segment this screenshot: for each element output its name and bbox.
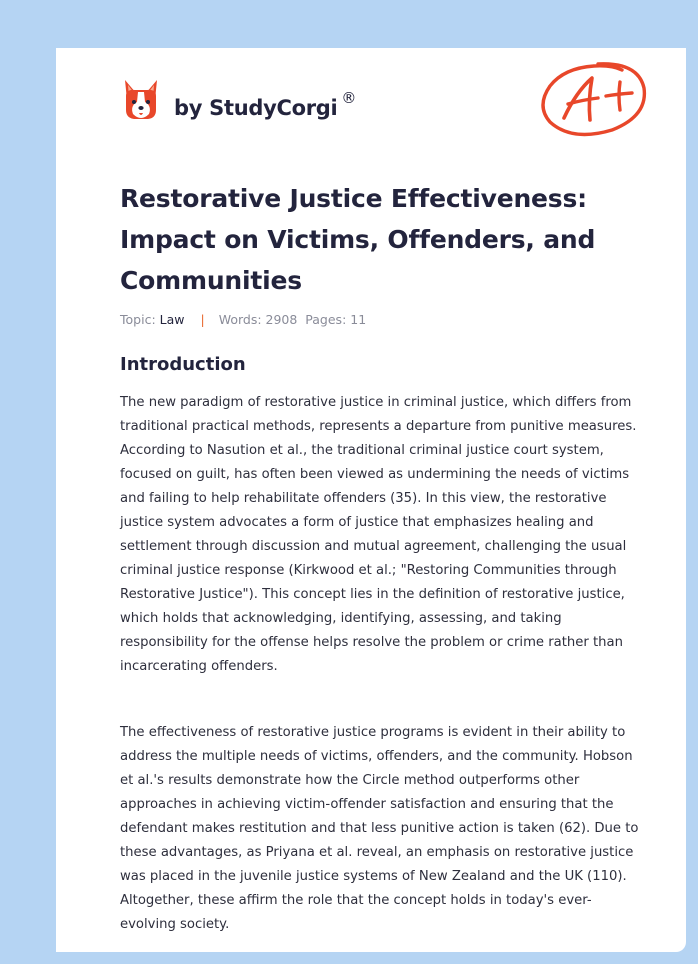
studycorgi-logo[interactable] (121, 75, 356, 123)
corgi-icon (121, 76, 161, 122)
meta-separator: | (200, 312, 205, 327)
pages-label: Pages: (305, 312, 347, 327)
a-plus-grade-icon (538, 58, 650, 140)
section-heading-introduction: Introduction (120, 354, 246, 375)
registered-mark: ® (341, 88, 357, 107)
topic-value[interactable]: Law (159, 312, 185, 327)
document-page (56, 48, 686, 952)
words-value: 2908 (265, 312, 298, 327)
article-meta (120, 312, 366, 327)
topic-label: Topic: (120, 312, 156, 327)
paragraph: The new paradigm of restorative justice in criminal justice, which differs from traditional practical methods, represents a departure from punitive measures. According to Nasution et al., the traditional criminal justice court system, focused on guilt, has often been viewed as undermining the needs of victims and failing to help rehabilitate offenders (35). In this view, the restorative justice system advocates a form of justice that emphasizes healing and settlement through discussion and mutual agreement, challenging the usual criminal justice response (Kirkwood et al.; "Restoring Communities through Restorative Justice"). This concept lies in the definition of restorative justice, which holds that acknowledging, identifying, assessing, and taking responsibility for the offense helps resolve the problem or crime rather than incarcerating offenders. (120, 395, 637, 674)
article-title: Restorative Justice Effectiveness: Impact on Victims, Offenders, and Communities (120, 184, 596, 295)
words-label: Words: (218, 312, 262, 327)
brand-name (174, 89, 356, 120)
paragraph: The effectiveness of restorative justice programs is evident in their ability to address the multiple needs of victims, offenders, and the community. Hobson et al.'s results demonstrate how the Circle method outperforms other approaches in achieving victim-offender satisfaction and ensuring that the defendant makes restitution and that less punitive action is taken (62). Due to these advantages, as Priyana et al. reveal, an emphasis on restorative justice was placed in the juvenile justice systems of New Zealand and the UK (110). Altogether, these affirm the role that the concept holds in today's ever-evolving society. (120, 725, 639, 932)
brand-name-text: by StudyCorgi (174, 95, 338, 120)
pages-value: 11 (350, 312, 367, 327)
